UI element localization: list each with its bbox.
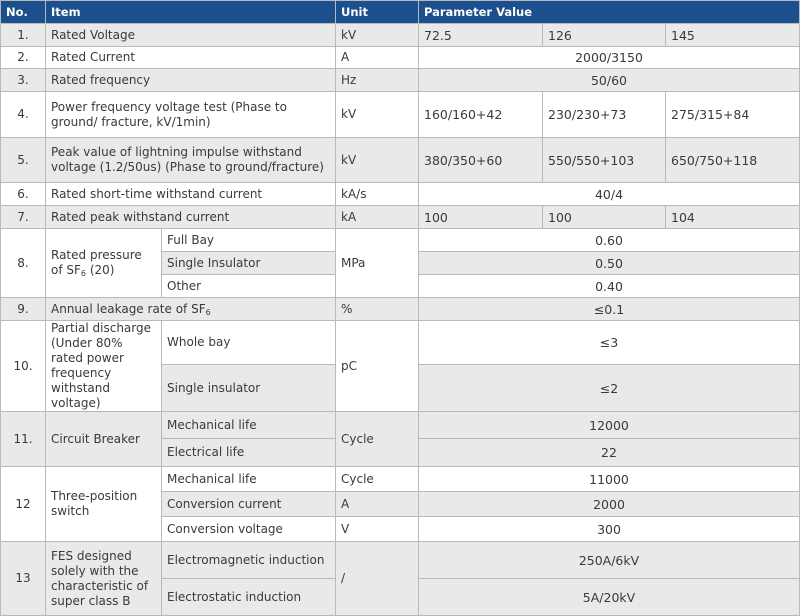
item-label: Partial discharge (Under 80% rated power frequency withstand voltage): [46, 321, 162, 412]
row-number: 2.: [1, 47, 46, 69]
value-cell: 40/4: [419, 183, 800, 206]
item-label: Rated Voltage: [46, 24, 336, 47]
value-cell: 250A/6kV: [419, 542, 800, 579]
value-145kv: 145: [666, 24, 800, 47]
item-label-text: Rated pressure of SF: [51, 248, 142, 277]
table-row: [1, 298, 800, 321]
value-cell: 0.60: [419, 229, 800, 252]
sub-item-label: Conversion voltage: [162, 517, 336, 542]
unit-cell: kA: [336, 206, 419, 229]
table-row: [1, 412, 800, 439]
subscript: 6: [205, 307, 211, 317]
unit-cell: A: [336, 492, 419, 517]
header-item: Item: [46, 1, 336, 24]
header-parameter-value: Parameter Value: [419, 1, 800, 24]
value-cell: 2000/3150: [419, 47, 800, 69]
value-126kv: 550/550+103: [543, 138, 666, 183]
item-label: Rated Current: [46, 47, 336, 69]
table-row: [1, 467, 800, 492]
unit-cell: /: [336, 542, 419, 616]
value-72-5kv: 72.5: [419, 24, 543, 47]
table-row: [1, 321, 800, 365]
sub-item-label: Single Insulator: [162, 252, 336, 275]
value-72-5kv: 380/350+60: [419, 138, 543, 183]
table-row: [1, 183, 800, 206]
item-label: FES designed solely with the characteristic of super class B: [46, 542, 162, 616]
sub-item-label: Electrical life: [162, 439, 336, 467]
row-number: 13: [1, 542, 46, 616]
value-cell: ≤3: [419, 321, 800, 365]
unit-cell: kV: [336, 92, 419, 138]
header-row: [1, 1, 800, 24]
unit-cell: Hz: [336, 69, 419, 92]
value-cell: 22: [419, 439, 800, 467]
table-row: [1, 542, 800, 579]
value-cell: 12000: [419, 412, 800, 439]
row-number: 7.: [1, 206, 46, 229]
value-cell: ≤0.1: [419, 298, 800, 321]
sub-item-label: Mechanical life: [162, 467, 336, 492]
table-row: [1, 229, 800, 252]
value-145kv: 104: [666, 206, 800, 229]
sub-item-label: Conversion current: [162, 492, 336, 517]
value-cell: 50/60: [419, 69, 800, 92]
sub-item-label: Other: [162, 275, 336, 298]
value-cell: 0.40: [419, 275, 800, 298]
table-row: [1, 92, 800, 138]
value-cell: 2000: [419, 492, 800, 517]
sub-item-label: Full Bay: [162, 229, 336, 252]
sub-item-label: Electrostatic induction: [162, 579, 336, 616]
value-cell: 300: [419, 517, 800, 542]
value-cell: 5A/20kV: [419, 579, 800, 616]
value-126kv: 100: [543, 206, 666, 229]
sub-item-label: Single insulator: [162, 365, 336, 412]
item-label: Circuit Breaker: [46, 412, 162, 467]
sub-item-label: Mechanical life: [162, 412, 336, 439]
item-label-suffix: (20): [86, 263, 115, 277]
unit-cell: kV: [336, 24, 419, 47]
row-number: 12: [1, 467, 46, 542]
table-row: [1, 24, 800, 47]
row-number: 4.: [1, 92, 46, 138]
item-label: Peak value of lightning impulse withstand voltage (1.2/50us) (Phase to ground/fracture): [46, 138, 336, 183]
table-row: [1, 138, 800, 183]
unit-cell: V: [336, 517, 419, 542]
item-label-text: Annual leakage rate of SF: [51, 301, 206, 316]
unit-cell: MPa: [336, 229, 419, 298]
value-cell: 11000: [419, 467, 800, 492]
subscript: 6: [80, 269, 86, 278]
header-no: No.: [1, 1, 46, 24]
value-145kv: 650/750+118: [666, 138, 800, 183]
row-number: 1.: [1, 24, 46, 47]
sub-item-label: Whole bay: [162, 321, 336, 365]
item-label: [46, 298, 336, 321]
value-72-5kv: 160/160+42: [419, 92, 543, 138]
header-unit: Unit: [336, 1, 419, 24]
row-number: 6.: [1, 183, 46, 206]
row-number: 3.: [1, 69, 46, 92]
row-number: 5.: [1, 138, 46, 183]
value-126kv: 126: [543, 24, 666, 47]
table-row: [1, 47, 800, 69]
item-label: Three-position switch: [46, 467, 162, 542]
item-label: Rated frequency: [46, 69, 336, 92]
unit-cell: A: [336, 47, 419, 69]
table-row: [1, 206, 800, 229]
unit-cell: pC: [336, 321, 419, 412]
table-row: [1, 69, 800, 92]
value-cell: 0.50: [419, 252, 800, 275]
unit-cell: kV: [336, 138, 419, 183]
sub-item-label: Electromagnetic induction: [162, 542, 336, 579]
row-number: 8.: [1, 229, 46, 298]
item-label: Power frequency voltage test (Phase to ground/ fracture, kV/1min): [46, 92, 336, 138]
unit-cell: Cycle: [336, 412, 419, 467]
row-number: 9.: [1, 298, 46, 321]
row-number: 10.: [1, 321, 46, 412]
item-label: Rated short-time withstand current: [46, 183, 336, 206]
row-number: 11.: [1, 412, 46, 467]
unit-cell: Cycle: [336, 467, 419, 492]
value-145kv: 275/315+84: [666, 92, 800, 138]
value-126kv: 230/230+73: [543, 92, 666, 138]
value-72-5kv: 100: [419, 206, 543, 229]
unit-cell: %: [336, 298, 419, 321]
item-label: Rated peak withstand current: [46, 206, 336, 229]
value-cell: ≤2: [419, 365, 800, 412]
unit-cell: kA/s: [336, 183, 419, 206]
item-label: [46, 229, 162, 298]
